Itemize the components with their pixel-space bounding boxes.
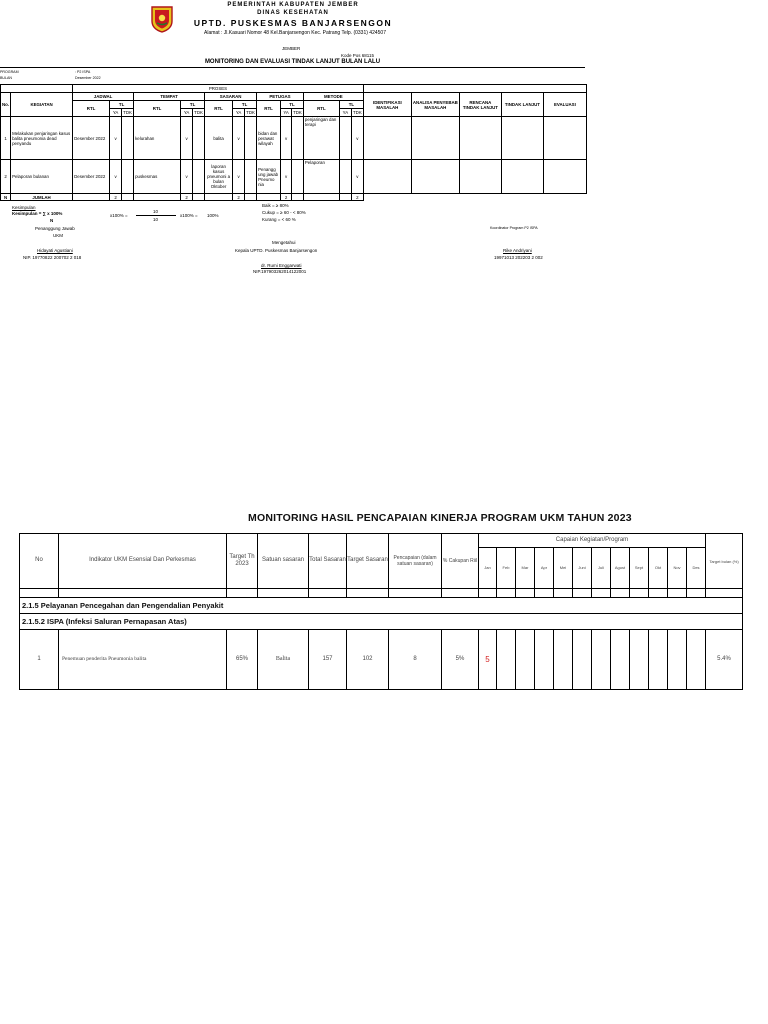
header-line3: UPTD. PUSKESMAS BANJARSENGON bbox=[193, 18, 393, 28]
row-kegiatan: Pelaporan bulanan bbox=[11, 160, 73, 194]
program-value: : P2 ISPA bbox=[75, 70, 91, 74]
jadwal-ya: YA bbox=[110, 109, 122, 117]
petugas-tl: TL bbox=[281, 101, 304, 109]
kt-col-target: Target Th 2023 bbox=[227, 534, 258, 589]
total-petugas: 2 bbox=[281, 194, 292, 201]
total-row bbox=[1, 194, 587, 201]
total-n: N bbox=[1, 194, 11, 201]
metode-tdk: TDK bbox=[352, 110, 362, 115]
row-petugas-ya: v bbox=[281, 117, 292, 160]
kriteria-cukup: Cukup = ≥ 60 - < 80% bbox=[262, 210, 306, 215]
col-metode: METODE bbox=[303, 93, 363, 101]
row-petugas-ya: v bbox=[281, 160, 292, 194]
col-petugas: PETUGAS bbox=[257, 93, 304, 101]
section-p2p: 2.1.5 Pelayanan Pencegahan dan Pengendalian Penyakit bbox=[20, 598, 743, 614]
kt-col-target-sasaran: Target Sasaran bbox=[347, 534, 389, 589]
kt-row-satuan: Balita bbox=[258, 630, 309, 690]
table-row bbox=[1, 117, 587, 160]
kt-col-indikator: Indikator UKM Esensial Dan Perkesmas bbox=[59, 534, 227, 589]
pj-name: Hidayati Agustiani bbox=[37, 248, 73, 253]
kt-row-target-bulan: 5.4% bbox=[706, 630, 743, 690]
kt-col-persen: % Cakupan Riil bbox=[442, 534, 479, 589]
koordinator-title: Koordinator Program P2 ISPA bbox=[490, 226, 538, 230]
col-tempat: TEMPAT bbox=[134, 93, 205, 101]
row-sasaran: laporan kasus pneumoni a bulan Oktober bbox=[205, 160, 233, 194]
kt-row-total: 157 bbox=[309, 630, 347, 690]
pj-nip: NIP. 19770822 200702 2 018 bbox=[23, 255, 82, 260]
col-sasaran: SASARAN bbox=[205, 93, 257, 101]
total-tempat: 2 bbox=[181, 194, 193, 201]
month-mei: Mei bbox=[554, 548, 573, 589]
month-apr: Apr bbox=[535, 548, 554, 589]
jadwal-rtl: RTL bbox=[73, 101, 110, 117]
sasaran-ya: YA bbox=[233, 109, 245, 117]
metode-rtl: RTL bbox=[303, 101, 339, 117]
col-rencana: RENCANA TINDAK LANJUT bbox=[459, 93, 501, 117]
kesimpulan-label: Kesimpulan bbox=[12, 205, 36, 210]
header-city: JEMBER bbox=[282, 46, 301, 51]
fraction-bar bbox=[136, 215, 176, 216]
sasaran-rtl: RTL bbox=[205, 101, 233, 117]
kt-col-capaian: Capaian Kegiatan/Program bbox=[479, 534, 706, 548]
row-no: 2 bbox=[1, 160, 11, 194]
monitoring-title: MONITORING DAN EVALUASI TINDAK LANJUT BULAN LALU bbox=[204, 59, 381, 65]
pj-title-ukm: UKM bbox=[53, 233, 63, 238]
petugas-rtl: RTL bbox=[257, 101, 281, 117]
row-jadwal-ya: v bbox=[110, 160, 122, 194]
month-sept: Sept bbox=[630, 548, 649, 589]
kt-row-pencapaian: 8 bbox=[389, 630, 442, 690]
kt-col-pencapaian: Pencapaian (dalam satuan sasaran) bbox=[389, 534, 442, 589]
kepala-nip: NIP.197903262014122001 bbox=[253, 269, 307, 274]
row-tempat: kelurahan bbox=[134, 117, 181, 160]
header-line1: PEMERINTAH KABUPATEN JEMBER bbox=[227, 2, 359, 8]
header-postal: Kode Pos 68115 bbox=[341, 53, 374, 58]
col-identifikasi: IDENTIFIKASI MASALAH bbox=[363, 93, 411, 117]
metode-tl: TL bbox=[339, 101, 363, 109]
total-label: JUMLAH bbox=[11, 194, 73, 201]
kesimpulan-x100-a: x100% = bbox=[110, 213, 128, 218]
kt-col-no: No bbox=[20, 534, 59, 589]
tempat-tdk: TDK bbox=[194, 110, 203, 115]
row-jadwal: Desember 2022 bbox=[73, 160, 110, 194]
tempat-ya: YA bbox=[181, 109, 193, 117]
tempat-rtl: RTL bbox=[134, 101, 181, 117]
kt-row-target-sasaran: 102 bbox=[347, 630, 389, 690]
header-line2: DINAS KESEHATAN bbox=[257, 10, 329, 16]
mengetahui: Mengetahui bbox=[272, 240, 296, 245]
row-kegiatan: Melakukan penjaringan kasus balita pneumonia dead penyandu bbox=[11, 117, 73, 160]
kepala-title: Kepala UPTD. Puskesmas Banjarsengon bbox=[235, 248, 318, 253]
row-metode-ya: v bbox=[351, 160, 363, 194]
kt-col-satuan: Satuan sasaran bbox=[258, 534, 309, 589]
col-kegiatan: KEGIATAN bbox=[11, 93, 73, 117]
pj-title: Penanggung Jawab bbox=[35, 226, 75, 231]
kt-row-target: 65% bbox=[227, 630, 258, 690]
section-ispa: 2.1.5.2 ISPA (Infeksi Saluran Pernapasan Atas) bbox=[20, 614, 743, 630]
jadwal-tdk: TDK bbox=[123, 110, 132, 115]
col-analisa: ANALISA PENYEBAB MASALAH bbox=[411, 93, 459, 117]
row-metode: Pelaporan bbox=[303, 160, 339, 194]
row-jadwal-ya: v bbox=[110, 117, 122, 160]
month-jan: Jan bbox=[479, 548, 497, 589]
row-metode-ya: v bbox=[351, 117, 363, 160]
row-sasaran-ya: v bbox=[233, 117, 245, 160]
tempat-tl: TL bbox=[181, 101, 205, 109]
month-juni: Juni bbox=[573, 548, 592, 589]
col-tindak: TINDAK LANJUT bbox=[501, 93, 543, 117]
kesimpulan-n: N bbox=[50, 218, 54, 223]
kt-col-total: Total Sasaran bbox=[309, 534, 347, 589]
col-evaluasi: EVALUASI bbox=[543, 93, 586, 117]
row-tempat-ya: v bbox=[181, 160, 193, 194]
kesimpulan-x100-b: x100% = bbox=[180, 213, 198, 218]
kepala-name: dr. Rumi Enggarwati bbox=[261, 263, 302, 268]
month-agust: Agust bbox=[611, 548, 630, 589]
kesimpulan-numerator: 10 bbox=[153, 209, 159, 214]
col-no: No. bbox=[1, 93, 11, 117]
petugas-ya: YA bbox=[281, 109, 292, 117]
row-sasaran-ya: v bbox=[233, 160, 245, 194]
row-metode: penjaringan dan terapi bbox=[303, 117, 339, 160]
row-sasaran: balita bbox=[205, 117, 233, 160]
koordinator-name: Rike Andriyani bbox=[503, 248, 532, 253]
kt-row-no: 1 bbox=[20, 630, 59, 690]
program-label: PROGRAM bbox=[0, 70, 19, 74]
kt-row-persen: 5% bbox=[442, 630, 479, 690]
total-jadwal: 2 bbox=[110, 194, 122, 201]
sasaran-tdk: TDK bbox=[246, 110, 255, 115]
kt-col-target-bulan: Target bulan (%) bbox=[706, 534, 743, 589]
total-metode: 2 bbox=[351, 194, 363, 201]
bulan-value: Desember 2022 bbox=[75, 76, 101, 80]
title-divider bbox=[0, 67, 585, 68]
table-row bbox=[1, 160, 587, 194]
row-tempat-ya: v bbox=[181, 117, 193, 160]
kriteria-kurang: Kurang = < 60 % bbox=[262, 217, 296, 222]
proses-header: PROSES bbox=[73, 85, 364, 93]
col-jadwal: JADWAL bbox=[73, 93, 134, 101]
row-no: 1 bbox=[1, 117, 11, 160]
row-tempat: puskesmas bbox=[134, 160, 181, 194]
metode-ya: YA bbox=[339, 109, 351, 117]
kinerja-table bbox=[19, 533, 743, 690]
table-row bbox=[20, 630, 743, 690]
kesimpulan-denominator: 10 bbox=[153, 217, 159, 222]
month-juli: Juli bbox=[592, 548, 611, 589]
month-des: Des bbox=[687, 548, 706, 589]
kriteria-baik: Baik = ≥ 80% bbox=[262, 203, 289, 208]
sasaran-tl: TL bbox=[233, 101, 257, 109]
kesimpulan-result: 100% bbox=[207, 213, 219, 218]
kesimpulan-formula: Kesimpulan = ∑ x 100% bbox=[12, 211, 63, 216]
total-sasaran: 2 bbox=[233, 194, 245, 201]
row-petugas: Penangg ung jawab Pneumo nia bbox=[257, 160, 281, 194]
kinerja-title: MONITORING HASIL PENCAPAIAN KINERJA PROGRAM UKM TAHUN 2023 bbox=[248, 512, 632, 524]
kt-row-jan: 5 bbox=[479, 630, 497, 690]
petugas-tdk: TDK bbox=[293, 110, 302, 115]
bulan-label: BULAN bbox=[0, 76, 12, 80]
header-address: Alamat : Jl.Kasuari Nomor 48 Kel.Banjarsengon Kec. Patrang Telp. (0331) 424507 bbox=[204, 30, 386, 36]
month-mar: Mar bbox=[516, 548, 535, 589]
row-jadwal: Desember 2022 bbox=[73, 117, 110, 160]
jember-regency-logo bbox=[150, 5, 174, 33]
month-okt: Okt bbox=[649, 548, 668, 589]
jadwal-tl: TL bbox=[110, 101, 134, 109]
monitoring-table bbox=[0, 84, 587, 201]
month-feb: Feb bbox=[497, 548, 516, 589]
month-nov: Nov bbox=[668, 548, 687, 589]
koordinator-nip: 19971013 202203 2 002 bbox=[494, 255, 543, 260]
kt-row-indikator: Penemuan penderita Pneumonia balita bbox=[59, 630, 227, 690]
row-petugas: bidan dan perawat wilayah bbox=[257, 117, 281, 160]
